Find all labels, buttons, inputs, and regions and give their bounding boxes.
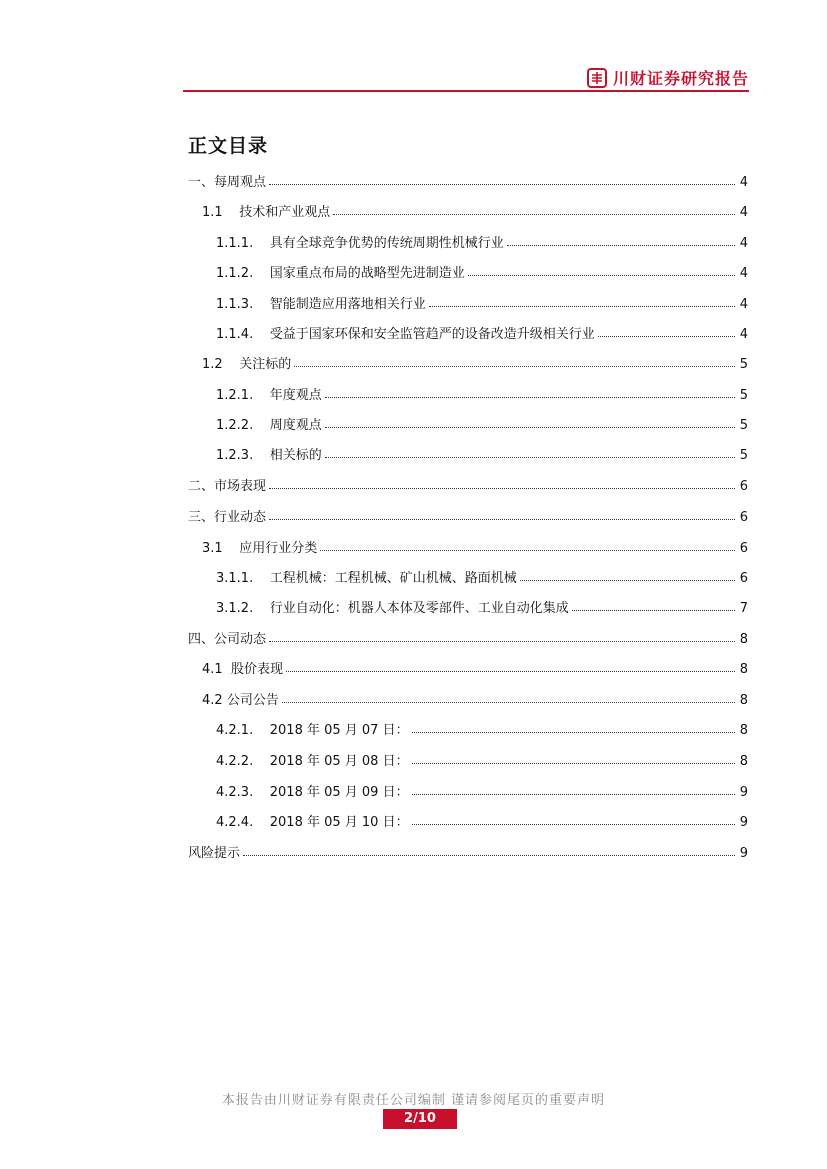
toc-leader-dots bbox=[412, 824, 735, 825]
toc-entry[interactable] bbox=[188, 841, 748, 861]
toc-entry-title: 股价表现 bbox=[230, 662, 283, 677]
toc-leader-dots bbox=[286, 671, 735, 672]
toc-entry[interactable] bbox=[188, 474, 748, 494]
toc-entry-page: 6 bbox=[739, 510, 748, 525]
toc-entry-title: 国家重点布局的战略型先进制造业 bbox=[269, 266, 465, 281]
toc-entry-number: 1.1 bbox=[202, 205, 240, 220]
toc-leader-dots bbox=[598, 336, 735, 337]
toc-entry-page: 4 bbox=[739, 205, 748, 220]
toc-leader-dots bbox=[325, 457, 735, 458]
toc-entry-page: 5 bbox=[739, 388, 748, 403]
toc-entry-number: 1.2.1. bbox=[216, 388, 270, 403]
toc-entry[interactable] bbox=[216, 231, 748, 251]
toc-entry-title: 市场表现 bbox=[214, 479, 267, 494]
toc-leader-dots bbox=[269, 488, 735, 489]
toc-leader-dots bbox=[412, 794, 735, 795]
toc-entry-number: 3.1 bbox=[202, 541, 240, 556]
toc-leader-dots bbox=[282, 702, 735, 703]
toc-entry[interactable] bbox=[216, 749, 748, 769]
toc-entry-number: 三、 bbox=[188, 510, 215, 525]
toc-entry-title: 行业动态 bbox=[214, 510, 267, 525]
toc-leader-dots bbox=[507, 245, 735, 246]
toc-entry-title: 应用行业分类 bbox=[239, 541, 318, 556]
toc-entry-number: 1.2.3. bbox=[216, 448, 270, 463]
toc-entry[interactable] bbox=[216, 718, 748, 738]
toc-title: 正文目录 bbox=[188, 135, 269, 157]
toc-entry-page: 4 bbox=[739, 297, 748, 312]
toc-entry-page: 9 bbox=[739, 815, 748, 830]
toc-entry-title: 具有全球竞争优势的传统周期性机械行业 bbox=[269, 236, 504, 251]
toc-entry-title: 2018 年 05 月 07 日： bbox=[269, 723, 409, 738]
toc-entry-title: 风险提示 bbox=[188, 846, 241, 861]
toc-leader-dots bbox=[520, 580, 735, 581]
toc-leader-dots bbox=[269, 184, 735, 185]
toc-entry-title: 关注标的 bbox=[239, 357, 292, 372]
toc-entry-title: 智能制造应用落地相关行业 bbox=[269, 297, 426, 312]
brand-name: 川财证券研究报告 bbox=[612, 69, 749, 88]
toc-entry-title: 每周观点 bbox=[214, 175, 267, 190]
toc-leader-dots bbox=[269, 519, 735, 520]
toc-entry-title: 公司动态 bbox=[214, 632, 267, 647]
toc-entry[interactable] bbox=[216, 322, 748, 342]
cczq-logo-icon bbox=[587, 68, 607, 88]
toc-entry-page: 5 bbox=[739, 448, 748, 463]
toc-entry-number: 4.2 bbox=[202, 693, 227, 708]
toc-entry-page: 6 bbox=[739, 541, 748, 556]
toc-entry-title: 行业自动化：机器人本体及零部件、工业自动化集成 bbox=[269, 601, 569, 616]
toc-entry-number: 4.2.1. bbox=[216, 723, 270, 738]
toc-leader-dots bbox=[333, 214, 735, 215]
toc-entry-title: 工程机械：工程机械、矿山机械、路面机械 bbox=[269, 571, 517, 586]
toc-entry[interactable] bbox=[216, 292, 748, 312]
toc-entry[interactable] bbox=[216, 261, 748, 281]
toc-entry-page: 9 bbox=[739, 785, 748, 800]
toc-entry[interactable] bbox=[216, 566, 748, 586]
toc-entry[interactable] bbox=[216, 780, 748, 800]
toc-entry-title: 相关标的 bbox=[269, 448, 322, 463]
toc-entry-title: 2018 年 05 月 08 日： bbox=[269, 754, 409, 769]
toc-leader-dots bbox=[320, 550, 735, 551]
toc-entry-number: 3.1.2. bbox=[216, 601, 270, 616]
toc-entry[interactable] bbox=[216, 383, 748, 403]
toc-entry-page: 5 bbox=[739, 357, 748, 372]
toc-entry-page: 8 bbox=[739, 693, 748, 708]
toc-entry-page: 4 bbox=[739, 236, 748, 251]
toc-leader-dots bbox=[294, 366, 735, 367]
toc-entry[interactable] bbox=[216, 413, 748, 433]
toc-entry-number: 1.2 bbox=[202, 357, 240, 372]
toc-entry-title: 2018 年 05 月 09 日： bbox=[269, 785, 409, 800]
toc-leader-dots bbox=[572, 610, 735, 611]
toc-entry-title: 受益于国家环保和安全监管趋严的设备改造升级相关行业 bbox=[269, 327, 595, 342]
toc-entry-number: 二、 bbox=[188, 479, 215, 494]
toc-leader-dots bbox=[325, 427, 735, 428]
header-brand bbox=[587, 66, 749, 89]
toc-entry[interactable] bbox=[202, 352, 748, 372]
toc-entry-number: 4.2.3. bbox=[216, 785, 270, 800]
toc-entry-number: 4.1 bbox=[202, 662, 231, 677]
toc-leader-dots bbox=[412, 763, 735, 764]
footer-disclaimer: 本报告由川财证券有限责任公司编制 谨请参阅尾页的重要声明 bbox=[221, 1093, 606, 1108]
toc-entry-title: 2018 年 05 月 10 日： bbox=[269, 815, 409, 830]
toc-leader-dots bbox=[429, 306, 735, 307]
toc-entry-number: 4.2.4. bbox=[216, 815, 270, 830]
toc-entry-page: 9 bbox=[739, 846, 748, 861]
toc-leader-dots bbox=[243, 855, 735, 856]
toc-entry[interactable] bbox=[202, 536, 748, 556]
toc-entry-page: 4 bbox=[739, 175, 748, 190]
toc-entry-title: 年度观点 bbox=[269, 388, 322, 403]
toc-entry-page: 4 bbox=[739, 266, 748, 281]
toc-entry-number: 1.1.3. bbox=[216, 297, 270, 312]
toc-entry-page: 8 bbox=[739, 754, 748, 769]
toc-entry[interactable] bbox=[216, 810, 748, 830]
toc-entry-title: 公司公告 bbox=[226, 693, 279, 708]
toc-entry-number: 1.1.2. bbox=[216, 266, 270, 281]
toc-entry[interactable] bbox=[216, 443, 748, 463]
toc-entry-page: 6 bbox=[739, 571, 748, 586]
toc-entry[interactable] bbox=[202, 200, 748, 220]
toc-entry-number: 一、 bbox=[188, 175, 215, 190]
toc-entry-number: 1.2.2. bbox=[216, 418, 270, 433]
toc-entry-page: 8 bbox=[739, 632, 748, 647]
toc-entry[interactable] bbox=[216, 596, 748, 616]
toc-leader-dots bbox=[269, 641, 735, 642]
toc-entry[interactable] bbox=[188, 170, 748, 190]
toc-leader-dots bbox=[412, 732, 735, 733]
toc-leader-dots bbox=[468, 275, 735, 276]
header-divider bbox=[183, 90, 749, 92]
toc-entry-title: 技术和产业观点 bbox=[239, 205, 331, 220]
toc-entry-page: 8 bbox=[739, 662, 748, 677]
toc-entry-title: 周度观点 bbox=[269, 418, 322, 433]
toc-entry[interactable] bbox=[202, 657, 748, 677]
toc-entry-page: 8 bbox=[739, 723, 748, 738]
toc-entry-number: 4.2.2. bbox=[216, 754, 270, 769]
toc-entry[interactable] bbox=[188, 627, 748, 647]
toc-leader-dots bbox=[325, 397, 735, 398]
toc-entry-number: 四、 bbox=[188, 632, 215, 647]
toc-entry-number: 1.1.4. bbox=[216, 327, 270, 342]
toc-entry[interactable] bbox=[202, 688, 748, 708]
toc-entry-page: 4 bbox=[739, 327, 748, 342]
toc-entry-page: 6 bbox=[739, 479, 748, 494]
toc-entry-page: 7 bbox=[739, 601, 748, 616]
toc-entry-number: 1.1.1. bbox=[216, 236, 270, 251]
toc-entry-page: 5 bbox=[739, 418, 748, 433]
page-indicator: 2/10 bbox=[383, 1109, 457, 1129]
toc-entry-number: 3.1.1. bbox=[216, 571, 270, 586]
toc-entry[interactable] bbox=[188, 505, 748, 525]
